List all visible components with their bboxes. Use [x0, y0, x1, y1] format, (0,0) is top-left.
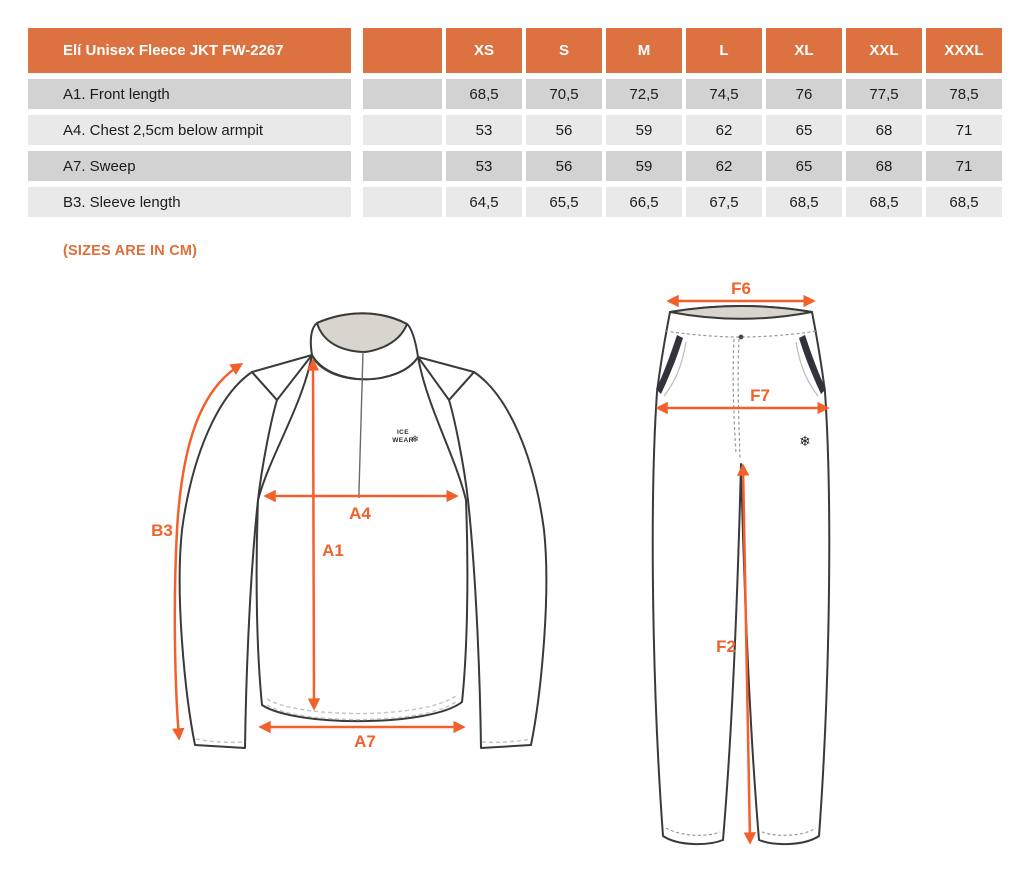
measure-label-f7: F7 — [750, 386, 770, 405]
brand-logo-text: ICE — [396, 429, 410, 436]
value-cell: 65,5 — [526, 187, 602, 217]
size-table — [28, 28, 1006, 223]
pants-measurement-diagram — [630, 280, 900, 880]
measure-arrow-a1 — [313, 362, 314, 707]
value-cell: 68,5 — [766, 187, 842, 217]
snowflake-icon: ❄ — [799, 434, 811, 450]
table-empty-header-cell — [363, 28, 442, 73]
row-empty-cell — [363, 115, 442, 145]
value-cell: 56 — [526, 115, 602, 145]
value-cell: 78,5 — [926, 79, 1002, 109]
row-empty-cell — [363, 79, 442, 109]
row-empty-cell — [363, 151, 442, 181]
measure-label-a7: A7 — [354, 732, 376, 751]
table-row — [28, 115, 1006, 145]
value-cell: 71 — [926, 151, 1002, 181]
measure-label-f2: F2 — [716, 637, 736, 656]
value-cell: 68,5 — [926, 187, 1002, 217]
value-cell: 67,5 — [686, 187, 762, 217]
value-cell: 64,5 — [446, 187, 522, 217]
value-cell: 56 — [526, 151, 602, 181]
value-cell: 65 — [766, 151, 842, 181]
jacket-measurement-diagram — [130, 295, 600, 770]
product-title: Elí Unisex Fleece JKT FW-2267 — [63, 42, 284, 59]
size-header-m: M — [606, 28, 682, 73]
size-header-xxxl: XXXL — [926, 28, 1002, 73]
value-cell: 72,5 — [606, 79, 682, 109]
value-cell: 70,5 — [526, 79, 602, 109]
waist-button — [739, 335, 744, 340]
measure-label-a4: A4 — [349, 504, 371, 523]
row-label: A1. Front length — [28, 79, 351, 109]
sizes-unit-note: (SIZES ARE IN CM) — [63, 243, 198, 259]
row-label: B3. Sleeve length — [28, 187, 351, 217]
value-cell: 62 — [686, 115, 762, 145]
table-row — [28, 151, 1006, 181]
value-cell: 74,5 — [686, 79, 762, 109]
row-label: A4. Chest 2,5cm below armpit — [28, 115, 351, 145]
value-cell: 68 — [846, 151, 922, 181]
table-row — [28, 79, 1006, 109]
value-cell: 65 — [766, 115, 842, 145]
measure-label-b3: B3 — [151, 521, 173, 540]
size-header-l: L — [686, 28, 762, 73]
value-cell: 71 — [926, 115, 1002, 145]
size-header-xxl: XXL — [846, 28, 922, 73]
value-cell: 59 — [606, 115, 682, 145]
value-cell: 76 — [766, 79, 842, 109]
size-header-s: S — [526, 28, 602, 73]
value-cell: 77,5 — [846, 79, 922, 109]
value-cell: 53 — [446, 151, 522, 181]
value-cell: 62 — [686, 151, 762, 181]
value-cell: 68,5 — [446, 79, 522, 109]
measure-label-a1: A1 — [322, 541, 344, 560]
row-empty-cell — [363, 187, 442, 217]
table-header-row — [28, 28, 1006, 73]
value-cell: 53 — [446, 115, 522, 145]
measure-label-f6: F6 — [731, 280, 751, 298]
value-cell: 68,5 — [846, 187, 922, 217]
table-title-cell — [28, 28, 351, 73]
value-cell: 59 — [606, 151, 682, 181]
value-cell: 66,5 — [606, 187, 682, 217]
value-cell: 68 — [846, 115, 922, 145]
row-label: A7. Sweep — [28, 151, 351, 181]
snowflake-icon: ❄ — [411, 435, 419, 445]
size-header-xl: XL — [766, 28, 842, 73]
brand-logo-text: WEAR — [392, 437, 414, 444]
table-row — [28, 187, 1006, 217]
pants-body — [653, 306, 830, 844]
size-header-xs: XS — [446, 28, 522, 73]
